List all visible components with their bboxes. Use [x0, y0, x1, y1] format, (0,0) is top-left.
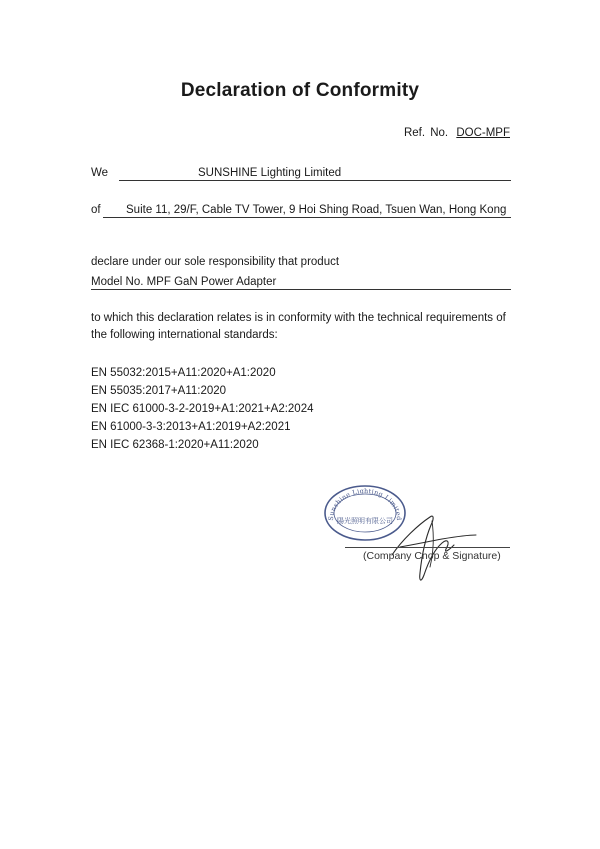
signature-caption: (Company Chop & Signature) — [363, 550, 501, 562]
signature — [330, 495, 510, 590]
of-label: of — [91, 204, 101, 216]
stamp-outer-text: Sunshine Lighting Limited — [326, 486, 404, 521]
company-row — [91, 165, 511, 181]
ref-label: Ref. No. — [403, 127, 449, 139]
standard-item: EN 55035:2017+A11:2020 — [91, 385, 227, 397]
signature-line — [345, 547, 510, 548]
address-row — [91, 202, 511, 218]
company-underline — [119, 180, 511, 181]
company-address: Suite 11, 29/F, Cable TV Tower, 9 Hoi Shing Road, Tsuen Wan, Hong Kong — [126, 204, 507, 216]
we-label: We — [91, 167, 109, 179]
declare-statement: declare under our sole responsibility that product — [91, 256, 340, 268]
address-underline — [103, 217, 511, 218]
reference-number — [404, 127, 510, 139]
stamp-inner-text: 陽光照明有限公司 — [337, 517, 393, 525]
model-row — [91, 274, 511, 290]
standard-item: EN IEC 62368-1:2020+A11:2020 — [91, 439, 259, 451]
model-underline — [91, 289, 511, 290]
standards-list — [91, 364, 314, 454]
standard-item: EN 61000-3-3:2013+A1:2019+A2:2021 — [91, 421, 291, 433]
ref-value: DOC-MPF — [456, 127, 510, 139]
company-name: SUNSHINE Lighting Limited — [198, 167, 342, 179]
conformity-statement: to which this declaration relates is in conformity with the technical requirements of the following international standards: — [91, 312, 506, 341]
document-title: Declaration of Conformity — [180, 80, 420, 101]
model-number: Model No. MPF GaN Power Adapter — [91, 276, 277, 288]
standard-item: EN IEC 61000-3-2-2019+A1:2021+A2:2024 — [91, 403, 314, 415]
standard-item: EN 55032:2015+A11:2020+A1:2020 — [91, 367, 276, 379]
